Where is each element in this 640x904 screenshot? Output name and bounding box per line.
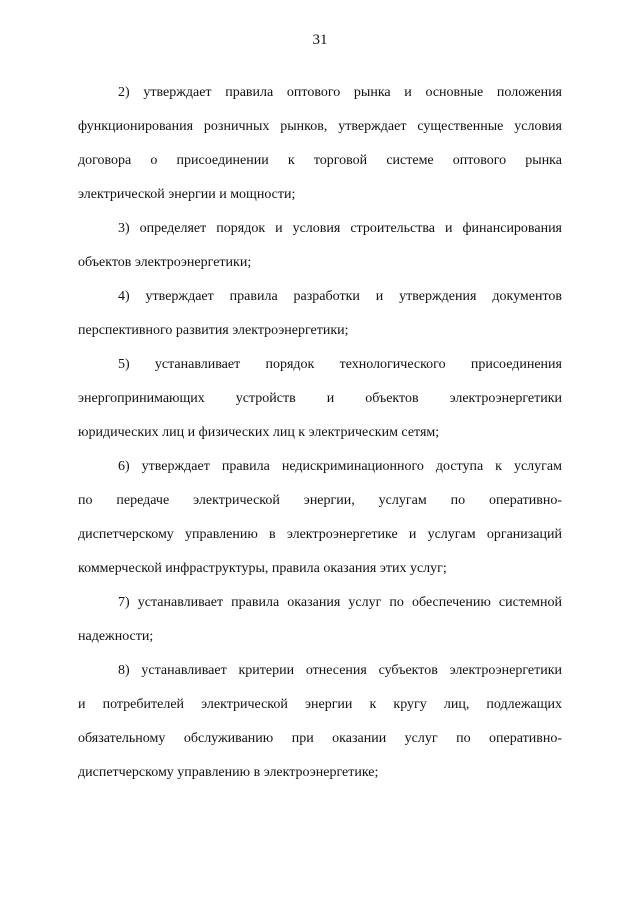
paragraph-item-7 — [78, 586, 562, 654]
paragraph-item-3 — [78, 212, 562, 280]
paragraph-line: договора о присоединении к торговой системе оптового рынка — [78, 153, 562, 168]
paragraph-line: юридических лиц и физических лиц к электрическим сетям; — [78, 425, 440, 440]
page-number: 31 — [312, 32, 328, 48]
paragraph-line: обязательному обслуживанию при оказании услуг по оперативно- — [78, 731, 562, 746]
paragraph-line: 6) утверждает правила недискриминационного доступа к услугам — [118, 459, 562, 474]
paragraph-line: функционирования розничных рынков, утверждает существенные условия — [78, 119, 562, 134]
paragraph-item-4 — [78, 280, 562, 348]
paragraph-line: 8) устанавливает критерии отнесения субъектов электроэнергетики — [118, 663, 562, 678]
paragraph-line: по передаче электрической энергии, услугам по оперативно- — [78, 493, 562, 508]
paragraph-line: 2) утверждает правила оптового рынка и основные положения — [118, 85, 562, 100]
paragraph-line: 5) устанавливает порядок технологического присоединения — [118, 357, 562, 372]
document-body — [78, 76, 562, 790]
paragraph-item-2 — [78, 76, 562, 212]
paragraph-line: электрической энергии и мощности; — [78, 187, 296, 202]
paragraph-line: диспетчерскому управлению в электроэнергетике; — [78, 765, 379, 780]
paragraph-line: и потребителей электрической энергии к кругу лиц, подлежащих — [78, 697, 562, 712]
paragraph-item-6 — [78, 450, 562, 586]
paragraph-line: 7) устанавливает правила оказания услуг по обеспечению системной — [118, 595, 562, 610]
paragraph-item-5 — [78, 348, 562, 450]
paragraph-line: энергопринимающих устройств и объектов электроэнергетики — [78, 391, 562, 406]
paragraph-line: диспетчерскому управлению в электроэнергетике и услугам организаций — [78, 527, 562, 542]
paragraph-line: объектов электроэнергетики; — [78, 255, 252, 270]
paragraph-item-8 — [78, 654, 562, 790]
paragraph-line: надежности; — [78, 629, 154, 644]
paragraph-line: коммерческой инфраструктуры, правила оказания этих услуг; — [78, 561, 447, 576]
paragraph-line: 4) утверждает правила разработки и утверждения документов — [118, 289, 562, 304]
paragraph-line: 3) определяет порядок и условия строительства и финансирования — [118, 221, 562, 236]
paragraph-line: перспективного развития электроэнергетики; — [78, 323, 349, 338]
